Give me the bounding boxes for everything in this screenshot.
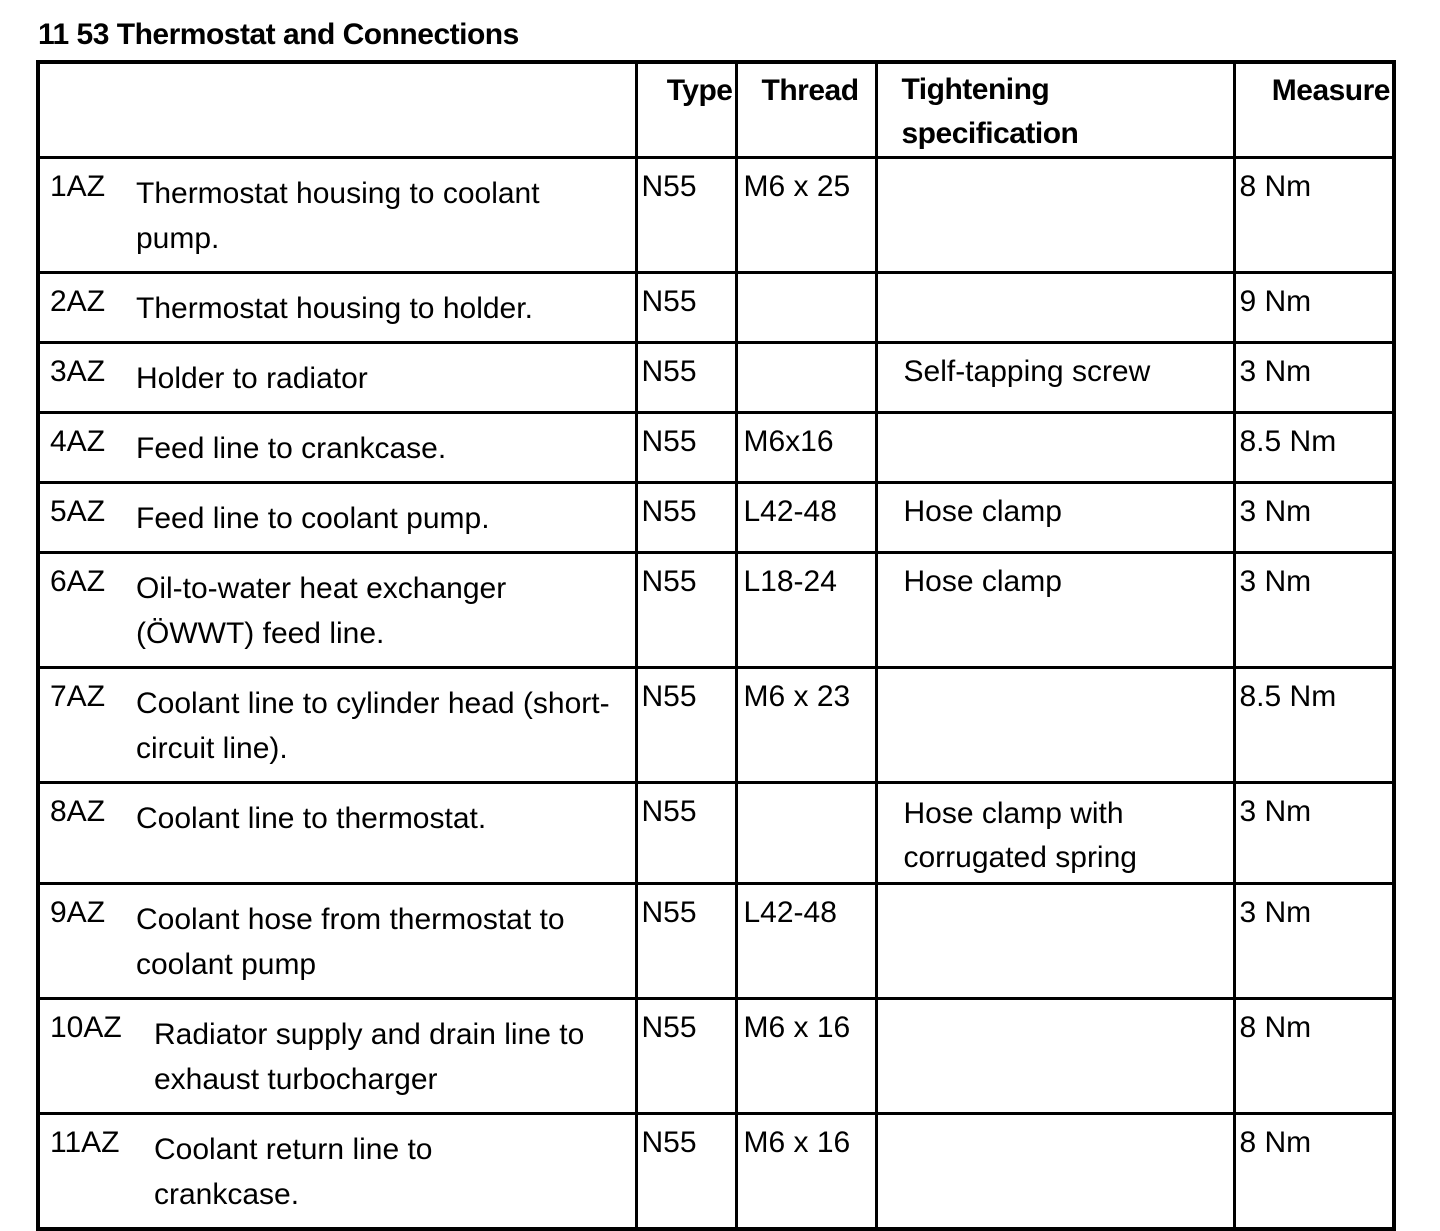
measure-cell: 3 Nm: [1234, 783, 1394, 884]
item-description: Feed line to coolant pump.: [136, 502, 490, 535]
measure-cell: 8.5 Nm: [1234, 668, 1394, 783]
table-body: [38, 158, 1394, 1230]
item-description: Holder to radiator: [136, 362, 368, 395]
description-cell: [38, 273, 636, 343]
thread-cell: [736, 343, 876, 413]
description-cell: [38, 158, 636, 273]
description-cell: [38, 1114, 636, 1230]
type-cell: N55: [636, 1114, 736, 1230]
table-row: [38, 158, 1394, 273]
tightening-cell: Self-tapping screw: [876, 343, 1234, 413]
thread-cell: M6x16: [736, 413, 876, 483]
tightening-cell: [876, 1114, 1234, 1230]
measure-cell: 8 Nm: [1234, 158, 1394, 273]
type-cell: N55: [636, 413, 736, 483]
item-number: 8AZ: [50, 795, 106, 828]
item-number: 4AZ: [50, 425, 106, 458]
measure-cell: 9 Nm: [1234, 273, 1394, 343]
tightening-cell: [876, 413, 1234, 483]
header-tightening: Tightening specification: [876, 62, 1234, 158]
thread-cell: [736, 783, 876, 884]
table-row: [38, 553, 1394, 668]
description-cell: [38, 668, 636, 783]
thread-cell: M6 x 16: [736, 999, 876, 1114]
item-description: Radiator supply and drain line to exhaust turbocharger: [154, 1018, 585, 1096]
measure-cell: 8 Nm: [1234, 999, 1394, 1114]
table-row: [38, 668, 1394, 783]
thread-cell: [736, 273, 876, 343]
measure-cell: 8 Nm: [1234, 1114, 1394, 1230]
measure-cell: 3 Nm: [1234, 884, 1394, 999]
description-cell: [38, 343, 636, 413]
item-description: Oil-to-water heat exchanger (ÖWWT) feed line.: [136, 572, 507, 650]
item-description: Thermostat housing to coolant pump.: [136, 177, 540, 255]
item-number: 2AZ: [50, 285, 106, 318]
table-row: [38, 413, 1394, 483]
item-description: Coolant line to thermostat.: [136, 802, 487, 835]
item-number: 5AZ: [50, 495, 106, 528]
tightening-cell: [876, 158, 1234, 273]
thread-cell: M6 x 25: [736, 158, 876, 273]
tightening-cell: [876, 273, 1234, 343]
type-cell: N55: [636, 158, 736, 273]
table-row: [38, 884, 1394, 999]
tightening-cell: Hose clamp: [876, 483, 1234, 553]
type-cell: N55: [636, 783, 736, 884]
spec-table: [36, 60, 1396, 1231]
item-description: Feed line to crankcase.: [136, 432, 447, 465]
description-cell: [38, 553, 636, 668]
table-row: [38, 483, 1394, 553]
item-number: 6AZ: [50, 565, 106, 598]
thread-cell: M6 x 23: [736, 668, 876, 783]
item-description: Coolant hose from thermostat to coolant pump: [136, 903, 565, 981]
tightening-cell: Hose clamp: [876, 553, 1234, 668]
type-cell: N55: [636, 273, 736, 343]
header-thread: Thread: [736, 62, 876, 158]
table-row: [38, 343, 1394, 413]
tightening-cell: Hose clamp with corrugated spring: [876, 783, 1234, 884]
tightening-cell: [876, 884, 1234, 999]
table-row: [38, 273, 1394, 343]
type-cell: N55: [636, 343, 736, 413]
description-cell: [38, 413, 636, 483]
item-description: Coolant line to cylinder head (short-circuit line).: [136, 687, 610, 765]
thread-cell: L42-48: [736, 483, 876, 553]
table-row: [38, 999, 1394, 1114]
header-measure: Measure: [1234, 62, 1394, 158]
measure-cell: 3 Nm: [1234, 483, 1394, 553]
type-cell: N55: [636, 483, 736, 553]
tightening-cell: [876, 999, 1234, 1114]
type-cell: N55: [636, 668, 736, 783]
description-cell: [38, 483, 636, 553]
item-number: 11AZ: [50, 1126, 120, 1159]
thread-cell: M6 x 16: [736, 1114, 876, 1230]
thread-cell: L42-48: [736, 884, 876, 999]
type-cell: N55: [636, 884, 736, 999]
tightening-cell: [876, 668, 1234, 783]
table-row: [38, 1114, 1394, 1230]
description-cell: [38, 999, 636, 1114]
table-row: [38, 783, 1394, 884]
item-description: Coolant return line to crankcase.: [154, 1133, 433, 1211]
header-type: Type: [636, 62, 736, 158]
item-number: 10AZ: [50, 1011, 122, 1044]
table-header-row: [38, 62, 1394, 158]
measure-cell: 3 Nm: [1234, 343, 1394, 413]
item-number: 7AZ: [50, 680, 106, 713]
type-cell: N55: [636, 553, 736, 668]
measure-cell: 3 Nm: [1234, 553, 1394, 668]
item-number: 9AZ: [50, 896, 106, 929]
header-description: [38, 62, 636, 158]
description-cell: [38, 884, 636, 999]
item-number: 3AZ: [50, 355, 106, 388]
description-cell: [38, 783, 636, 884]
item-number: 1AZ: [50, 170, 106, 203]
page-title: 11 53 Thermostat and Connections: [38, 18, 519, 51]
type-cell: N55: [636, 999, 736, 1114]
thread-cell: L18-24: [736, 553, 876, 668]
item-description: Thermostat housing to holder.: [136, 292, 533, 325]
measure-cell: 8.5 Nm: [1234, 413, 1394, 483]
